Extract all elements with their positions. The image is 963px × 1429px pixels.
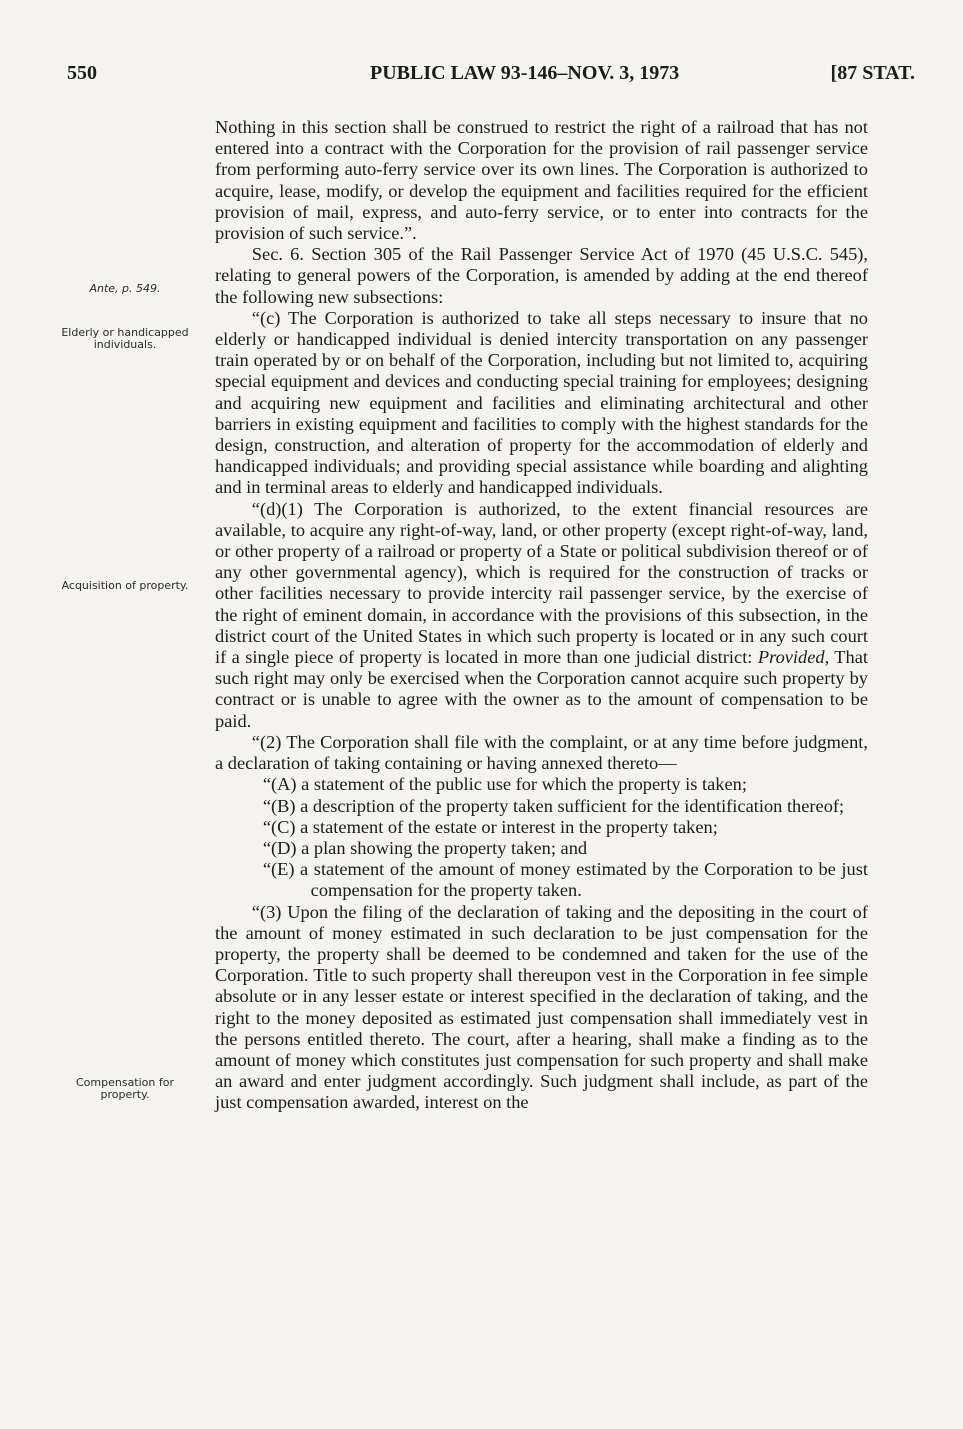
clause-e: “(E) a statement of the amount of money estimated by the Corporation to be just compensation for the property taken. [262,859,868,901]
subsection-d1-text: “(d)(1) The Corporation is authorized, to the extent financial resources are available, to acquire any right-of-way, land, or other property (except right-of-way, land, or other property of a railroad or property of a State or political subdivision thereof or of any other governmental agency), which is required for the construction of tracks or other facilities necessary to provide intercity rail passenger service, by the exercise of the right of eminent domain, in accordance with the provisions of this subsection, in the district court of the United States in which such property is located or in any such court if a single piece of property is located in more than one judicial district: [215,498,868,668]
clause-a: “(A) a statement of the public use for which the property is taken; [262,774,747,795]
subsection-d1-proviso: That such right may only be exercised when the Corporation cannot acquire such property by contract or is unable to agree with the owner as to the amount of compensation to be paid. [215,647,868,731]
margin-note-acquisition: Acquisition of property. [61,579,189,592]
paragraph-subsection-c: “(c) The Corporation is authorized to take all steps necessary to insure that no elderly or handicapped individual is denied intercity transportation on any passenger train operated by or on behalf of the Corporation, including but not limited to, acquiring special equipment and devices and conducting special training for employees; designing and acquiring new equipment and facilities and eliminating architectural and other barriers in existing equipment and facilities to comply with the highest standards for the design, construction, and alteration of property for the accommodation of elderly and handicapped individuals; and providing special assistance while boarding and alighting and in terminal areas to elderly and handicapped individuals. [215,307,868,498]
volume-reference: [87 STAT. [830,62,915,84]
clause-c: “(C) a statement of the estate or interest in the property taken; [262,816,718,837]
page-number: 550 [67,62,97,84]
body-text [215,117,868,1114]
running-title: PUBLIC LAW 93-146–NOV. 3, 1973 [370,62,680,84]
page-header [40,62,920,92]
paragraph-subsection-d1 [215,499,868,732]
provided-term: Provided, [757,647,830,668]
margin-note-ante: Ante, p. 549. [89,282,161,295]
margin-note-compensation: Compensation for property. [75,1076,174,1101]
paragraph-subsection-d2: “(2) The Corporation shall file with the complaint, or at any time before judgment, a declaration of taking containing or having annexed thereto— [215,731,868,774]
paragraph-auto-ferry: Nothing in this section shall be construed to restrict the right of a railroad that has not entered into a contract with the Corporation for the provision of rail passenger service from performing auto-ferry service over its own lines. The Corporation is authorized to acquire, lease, modify, or develop the equipment and facilities required for the efficient provision of mail, express, and auto-ferry service, or to enter into contracts for the provision of such service.”. [215,117,868,244]
paragraph-subsection-d3: “(3) Upon the filing of the declaration of taking and the depositing in the court of the amount of money estimated in such declaration to be just compensation for the property, the property shall be deemed to be condemned and taken for the use of the Corporation. Title to such property shall thereupon vest in the Corporation in fee simple absolute or in any lesser estate or interest specified in the declaration of taking, and the right to the money deposited as estimated just compensation shall immediately vest in the persons entitled thereto. The court, after a hearing, shall make a finding as to the amount of money which constitutes just compensation for such property and shall make an award and enter judgment accordingly. Such judgment shall include, as part of the just compensation awarded, interest on the [215,901,868,1113]
paragraph-sec-6: Sec. 6. Section 305 of the Rail Passenger Service Act of 1970 (45 U.S.C. 545), relating to general powers of the Corporation, is amended by adding at the end thereof the following new subsections: [215,244,868,307]
margin-note-elderly: Elderly or handicapped individuals. [61,326,189,351]
clause-d: “(D) a plan showing the property taken; and [262,837,588,858]
clause-b: “(B) a description of the property taken sufficient for the identification thereof; [262,795,845,816]
